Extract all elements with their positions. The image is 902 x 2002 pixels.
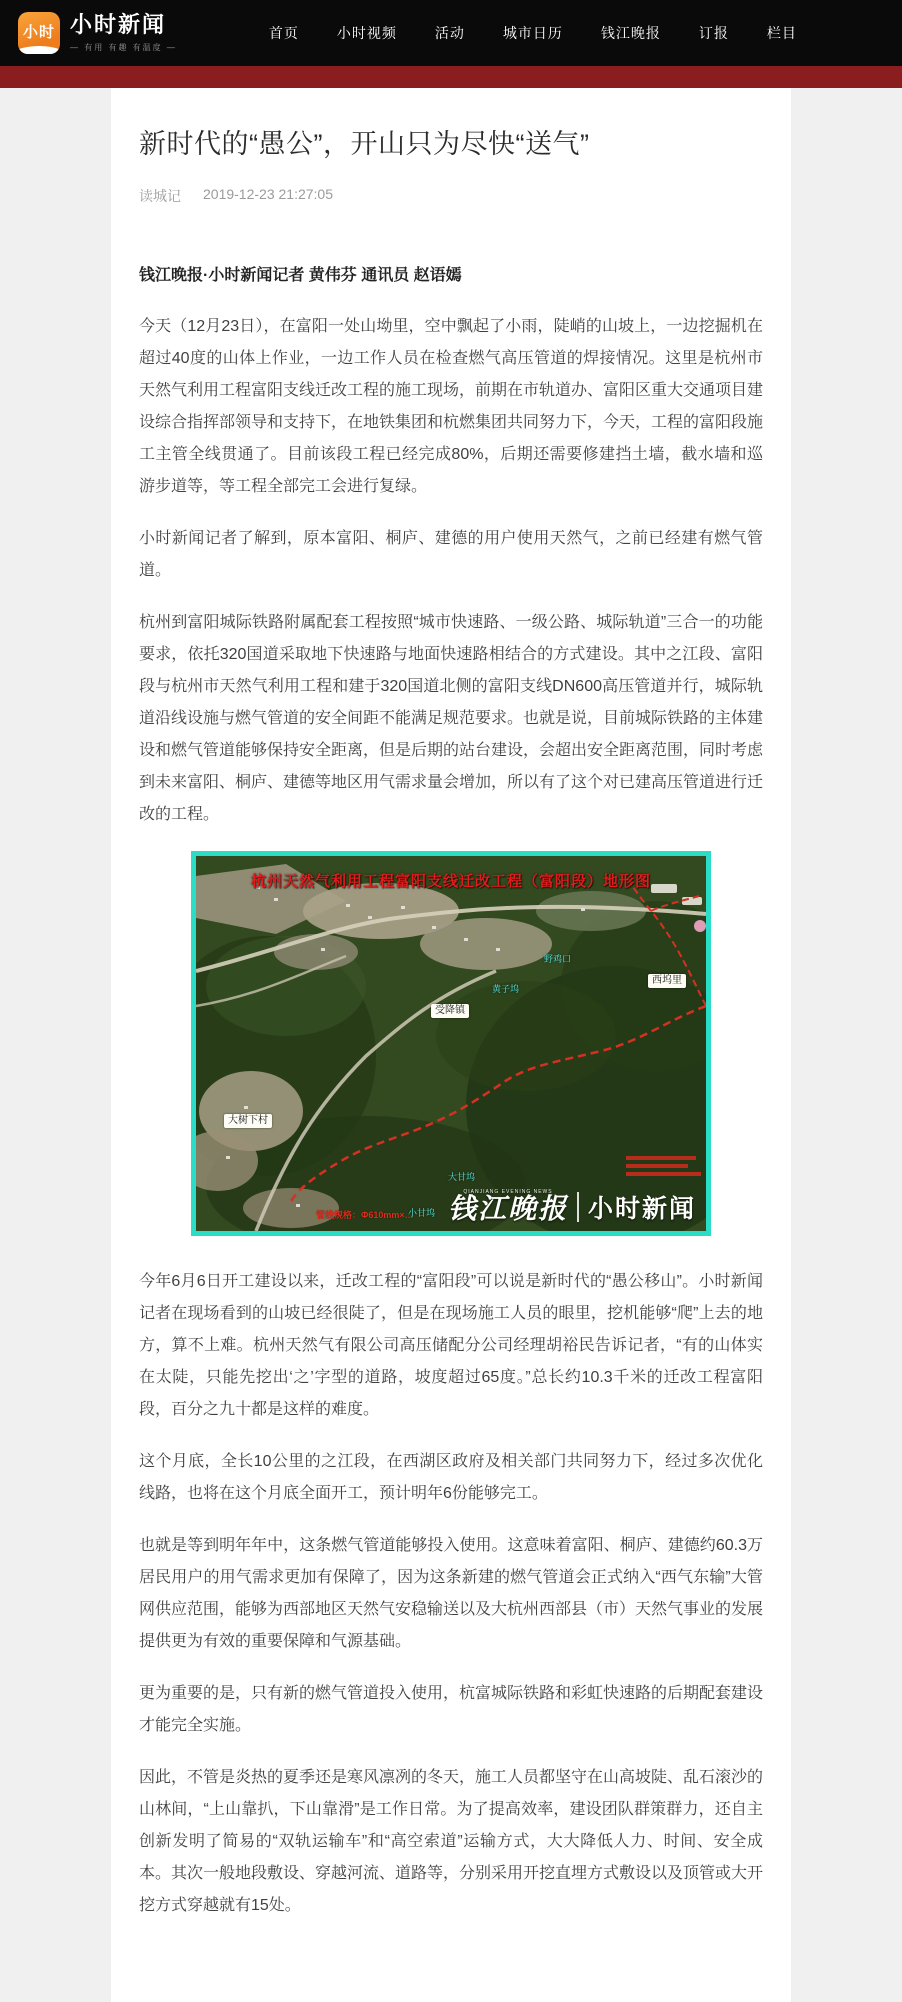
article-paragraph: 更为重要的是，只有新的燃气管道投入使用，杭富城际铁路和彩虹快速路的后期配套建设才能完全实施。 <box>139 1684 764 1734</box>
site-tagline: — 有用 有趣 有温度 — <box>70 42 177 52</box>
article-card <box>111 88 791 2002</box>
site-header <box>0 0 902 66</box>
logo-texts <box>70 13 177 52</box>
map-watermark <box>448 1189 696 1225</box>
logo-badge-text: 小时 <box>22 23 55 41</box>
map-image[interactable] <box>191 851 711 1236</box>
map-label-daganwu: 大甘坞 <box>448 1171 476 1182</box>
map-pipeline-spec-note: 管线规格：Φ610mm×… <box>316 1209 414 1220</box>
watermark-qianjiang: QIANJIANG EVENING NEWS 钱江晚报 <box>447 1188 568 1225</box>
map-label-village: 大树下村 <box>224 1114 272 1128</box>
site-logo[interactable] <box>18 12 177 54</box>
logo-badge-icon <box>18 12 60 54</box>
nav-item[interactable]: 订报 <box>698 25 729 41</box>
article-body-bottom <box>139 1266 763 1922</box>
map-label-xiaoganwu: 小甘坞 <box>408 1207 436 1218</box>
article-paragraph: 这个月底，全长10公里的之江段，在西湖区政府及相关部门共同努力下，经过多次优化线路，也将在这个月底全面开工，预计明年6份能够完工。 <box>139 1452 763 1502</box>
article-title: 新时代的“愚公”，开山只为尽快“送气” <box>139 129 590 159</box>
article-paragraph: 今年6月6日开工建设以来，迁改工程的“富阳段”可以说是新时代的“愚公移山”。小时新闻记者在现场看到的山坡已经很陡了，但是在现场施工人员的眼里，挖机能够“爬”上去的地方，算不上难。杭州天然气有限公司高压储配分公司经理胡裕民告诉记者，“有的山体实在太陡，只能先挖出‘之’字型的道路，坡度超过65度。”总长约10.3千米的迁改工程富阳段，百分之九十都是这样的难度。 <box>139 1272 763 1418</box>
nav-item[interactable]: 钱江晚报 <box>600 25 661 41</box>
article-channel: 读城记 <box>139 187 181 204</box>
map-label-town: 受降镇 <box>431 1004 469 1018</box>
map-label-yejikou: 野鸡口 <box>544 953 572 964</box>
article-datetime: 2019-12-23 21:27:05 <box>203 185 333 202</box>
article-paragraph: 小时新闻记者了解到，原本富阳、桐庐、建德的用户使用天然气，之前已经建有燃气管道。 <box>139 529 763 579</box>
article-author-line: 钱江晚报·小时新闻记者 黄伟芬 通讯员 赵语嫣 <box>139 266 462 284</box>
site-name: 小时新闻 <box>70 12 167 38</box>
article-paragraph: 杭州到富阳城际铁路附属配套工程按照“城市快速路、一级公路、城际轨道”三合一的功能要求，依托320国道采取地下快速路与地面快速路相结合的方式建设。其中之江段、富阳段与杭州市天然气利用工程和建于320国道北侧的富阳支线DN600高压管道并行，城际轨道沿线设施与燃气管道的安全间距不能满足规范要求。也就是说，目前城际铁路的主体建设和燃气管道能够保持安全距离，但是后期的站台建设，会超出安全距离范围，同时考虑到未来富阳、桐庐、建德等地区用气需求量会增加，所以有了这个对已建高压管道进行迁改的工程。 <box>139 613 764 823</box>
watermark-divider <box>577 1192 579 1222</box>
article-paragraph: 今天（12月23日），在富阳一处山坳里，空中飘起了小雨，陡峭的山坡上，一边挖掘机在超过40度的山体上作业，一边工作人员在检查燃气高压管道的焊接情况。这里是杭州市天然气利用工程富阳支线迁改工程的施工现场，前期在市轨道办、富阳区重大交通项目建设综合指挥部领导和支持下，在地铁集团和杭燃集团共同努力下，今天，工程的富阳段施工主管全线贯通了。目前该段工程已经完成80%，后期还需要修建挡土墙，截水墙和巡游步道等，等工程全部完工会进行复绿。 <box>139 317 764 495</box>
nav-item[interactable]: 首页 <box>268 25 299 41</box>
red-banner-strip <box>0 66 902 88</box>
main-nav <box>269 23 797 43</box>
map-label-huangziwu: 黄子坞 <box>492 983 520 994</box>
nav-item[interactable]: 活动 <box>434 25 465 41</box>
watermark-english: QIANJIANG EVENING NEWS <box>463 1188 553 1195</box>
article-paragraph: 因此，不管是炎热的夏季还是寒风凛冽的冬天，施工人员都坚守在山高坡陡、乱石滚沙的山林间，“上山靠扒，下山靠滑”是工作日常。为了提高效率，建设团队群策群力，还自主创新发明了简易的“双轨运输车”和“高空索道”运输方式，大大降低人力、时间、安全成本。其次一般地段敷设、穿越河流、道路等，分别采用开挖直埋方式敷设以及顶管或大开挖方式穿越就有15处。 <box>139 1768 764 1914</box>
article-meta <box>139 186 763 206</box>
map-label-xiwuli: 西坞里 <box>648 974 686 988</box>
watermark-xiaoshi: 小时新闻 <box>587 1194 696 1223</box>
nav-item[interactable]: 城市日历 <box>502 25 563 41</box>
article-body-top <box>139 311 763 831</box>
map-title: 杭州天然气利用工程富阳支线迁改工程（富阳段）地形图 <box>250 872 651 890</box>
nav-item[interactable]: 小时视频 <box>336 25 397 41</box>
nav-item[interactable]: 栏目 <box>766 25 797 41</box>
article-paragraph: 也就是等到明年年中，这条燃气管道能够投入使用。这意味着富阳、桐庐、建德约60.3万居民用户的用气需求更加有保障了，因为这条新建的燃气管道会正式纳入“西气东输”大管网供应范围，能够为西部地区天然气安稳输送以及大杭州西部县（市）天然气事业的发展提供更为有效的重要保障和气源基础。 <box>139 1536 764 1650</box>
